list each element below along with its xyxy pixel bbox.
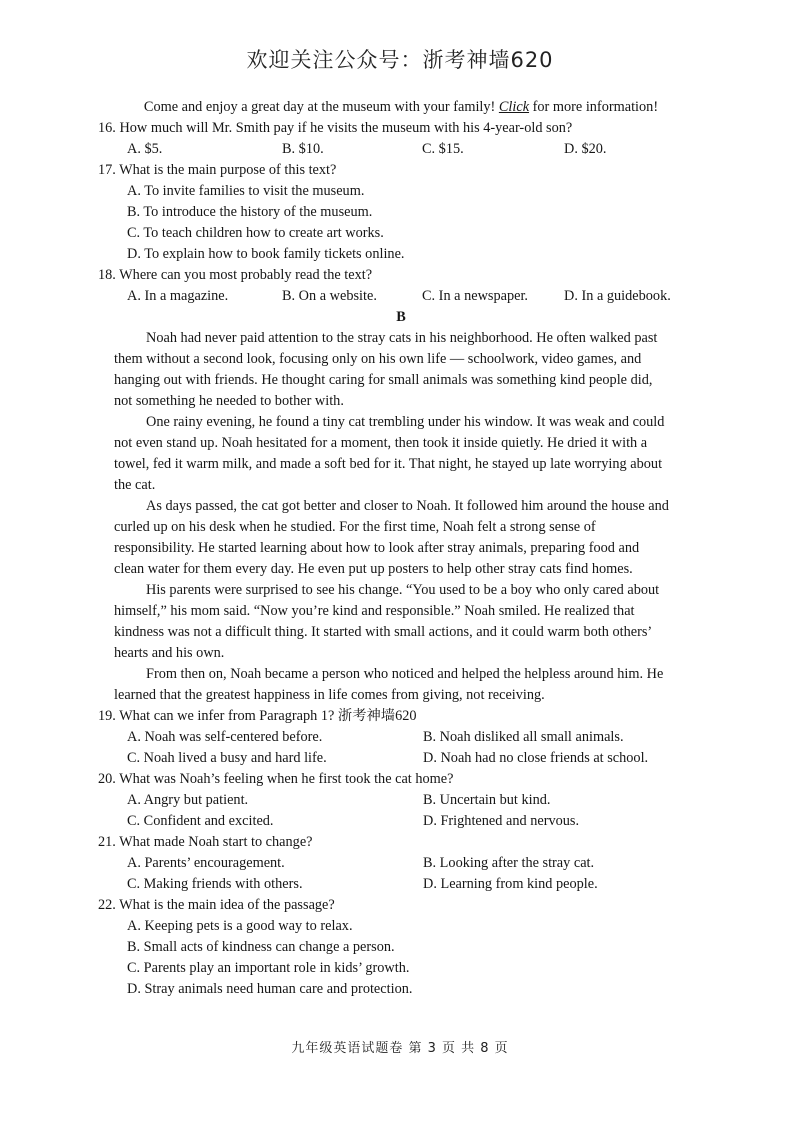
page-footer: 九年级英语试题卷 第 3 页 共 8 页 — [291, 1041, 509, 1056]
question-18-stem: 18. Where can you most probably read the text? — [98, 267, 373, 283]
passage-line: learned that the greatest happiness in life comes from giving, not receiving. — [114, 687, 545, 703]
question-21-options-row-1 — [114, 853, 688, 874]
q22-option-b: B. Small acts of kindness can change a person. — [127, 939, 395, 955]
page-header-title: 欢迎关注公众号：浙考神墙620 — [246, 48, 554, 72]
q21-option-d: D. Learning from kind people. — [423, 876, 598, 892]
q17-option-c: C. To teach children how to create art works. — [127, 225, 384, 241]
question-20-options-row-2 — [114, 811, 688, 832]
question-16-options — [114, 139, 688, 160]
q16-option-a: A. $5. — [127, 141, 163, 157]
q19-option-b: B. Noah disliked all small animals. — [423, 729, 624, 745]
q18-option-b: B. On a website. — [282, 288, 377, 304]
q17-option-b: B. To introduce the history of the museum. — [127, 204, 373, 220]
click-link[interactable]: Click — [498, 99, 530, 115]
section-b-heading: B — [396, 309, 406, 325]
question-19-options-row-1 — [114, 727, 688, 748]
passage-line: As days passed, the cat got better and closer to Noah. It followed him around the house and — [146, 498, 669, 514]
passage-line: kindness was not a difficult thing. It started with small actions, and it could warm both others’ — [114, 624, 653, 640]
q19-option-d: D. Noah had no close friends at school. — [423, 750, 649, 766]
passage-line: Noah had never paid attention to the stray cats in his neighborhood. He often walked past — [146, 330, 658, 346]
passage-line: responsibility. He started learning about how to look after stray animals, preparing food and — [114, 540, 640, 556]
passage-paragraph-5 — [114, 664, 688, 706]
q19-option-a: A. Noah was self-centered before. — [127, 729, 323, 745]
passage-line: not something he needed to bother with. — [114, 393, 344, 409]
q20-option-c: C. Confident and excited. — [127, 813, 274, 829]
q20-option-b: B. Uncertain but kind. — [423, 792, 551, 808]
q18-option-d: D. In a guidebook. — [564, 288, 671, 304]
q22-option-a: A. Keeping pets is a good way to relax. — [127, 918, 353, 934]
passage-line: himself,” his mom said. “Now you’re kind and responsible.” Noah smiled. He realized that — [114, 603, 635, 619]
passage-paragraph-4 — [114, 580, 688, 664]
passage-line: curled up on his desk when he studied. For the first time, Noah felt a strong sense of — [114, 519, 596, 535]
intro-text-before: Come and enjoy a great day at the museum with your family! — [143, 99, 499, 115]
intro-line — [114, 97, 688, 118]
passage-paragraph-1 — [114, 328, 688, 412]
q21-option-b: B. Looking after the stray cat. — [423, 855, 595, 871]
passage-line: One rainy evening, he found a tiny cat trembling under his window. It was weak and could — [146, 414, 665, 430]
question-20-stem: 20. What was Noah’s feeling when he first took the cat home? — [98, 771, 454, 787]
passage-line: the cat. — [114, 477, 156, 493]
exam-page-body — [98, 97, 688, 1000]
passage-paragraph-2 — [114, 412, 688, 496]
q16-option-d: D. $20. — [564, 141, 607, 157]
passage-line: not even stand up. Noah hesitated for a moment, then took it inside quietly. He dried it with a — [114, 435, 648, 451]
q16-option-b: B. $10. — [282, 141, 324, 157]
q17-option-d: D. To explain how to book family tickets online. — [127, 246, 405, 262]
intro-text-after: for more information! — [529, 99, 659, 115]
passage-line: clean water for them every day. He even put up posters to help other stray cats find homes. — [114, 561, 633, 577]
passage-paragraph-3 — [114, 496, 688, 580]
passage-line: them without a second look, focusing only on his own life — schoolwork, video games, and — [114, 351, 642, 367]
question-16-stem: 16. How much will Mr. Smith pay if he visits the museum with his 4-year-old son? — [98, 120, 573, 136]
q22-option-c: C. Parents play an important role in kids’ growth. — [127, 960, 410, 976]
question-19-options-row-2 — [114, 748, 688, 769]
question-17-stem: 17. What is the main purpose of this text? — [98, 162, 337, 178]
question-20-options-row-1 — [114, 790, 688, 811]
q18-option-c: C. In a newspaper. — [422, 288, 529, 304]
q16-option-c: C. $15. — [422, 141, 464, 157]
passage-line: hanging out with friends. He thought caring for small animals was something kind people did, — [114, 372, 653, 388]
q22-option-d: D. Stray animals need human care and protection. — [127, 981, 413, 997]
question-22-stem: 22. What is the main idea of the passage? — [98, 897, 335, 913]
q20-option-a: A. Angry but patient. — [127, 792, 249, 808]
question-19-stem: 19. What can we infer from Paragraph 1? 浙考神墙620 — [98, 708, 417, 724]
q18-option-a: A. In a magazine. — [127, 288, 229, 304]
q17-option-a: A. To invite families to visit the museum. — [127, 183, 365, 199]
question-21-options-row-2 — [114, 874, 688, 895]
q20-option-d: D. Frightened and nervous. — [423, 813, 580, 829]
passage-line: towel, fed it warm milk, and made a soft bed for it. That night, he stayed up late worrying about — [114, 456, 663, 472]
passage-line: His parents were surprised to see his change. “You used to be a boy who only cared about — [146, 582, 660, 598]
q19-option-c: C. Noah lived a busy and hard life. — [127, 750, 327, 766]
q21-option-c: C. Making friends with others. — [127, 876, 303, 892]
q21-option-a: A. Parents’ encouragement. — [127, 855, 285, 871]
question-18-options — [114, 286, 688, 307]
passage-line: hearts and his own. — [114, 645, 225, 661]
passage-line: From then on, Noah became a person who noticed and helped the helpless around him. He — [146, 666, 664, 682]
question-21-stem: 21. What made Noah start to change? — [98, 834, 313, 850]
